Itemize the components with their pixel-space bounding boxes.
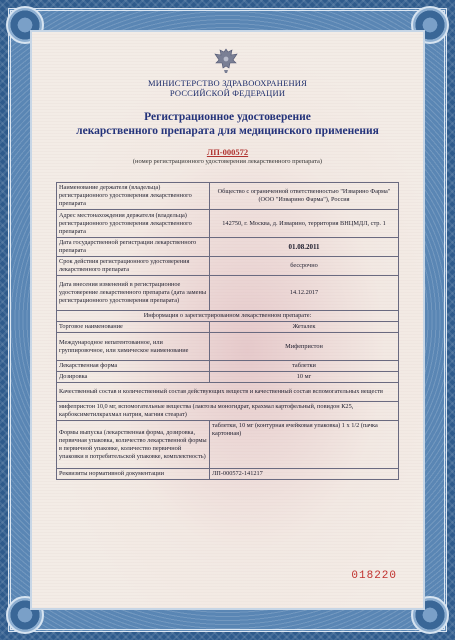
validity-label: Срок действия регистрационного удостоверения лекарственного препарата	[57, 257, 210, 276]
serial-number: 018220	[351, 570, 397, 582]
registration-number: ЛП-000572	[206, 147, 249, 157]
table-row	[57, 402, 399, 421]
address-label: Адрес местонахождения держателя (владельца) регистрационного удостоверения лекарственного препарата	[57, 210, 210, 238]
table-row	[57, 183, 399, 210]
table-row	[57, 238, 399, 257]
holder-value: Общество с ограниченной ответственностью "Изварино Фарма" (ООО "Изварино Фарма"), Россия	[210, 183, 399, 210]
table-row	[57, 361, 399, 372]
product-info-header: Информация о зарегистрированном лекарственном препарате:	[57, 311, 399, 322]
changes-date-label: Дата внесения изменений в регистрационное удостоверение лекарственного препарата (дата замены регистрационного удостоверения препарата)	[57, 276, 210, 311]
table-row	[57, 257, 399, 276]
table-row	[57, 210, 399, 238]
packaging-label: Формы выпуска (лекарственная форма, дозировка, первичная упаковка, количество лекарственной формы в первичной упаковке, количество первичной упаковки в потребительской упаковке, комплектность)	[57, 421, 210, 469]
normative-doc-label: Реквизиты нормативной документации	[57, 469, 210, 480]
registration-date-value: 01.08.2011	[210, 238, 399, 257]
certificate-table	[56, 182, 399, 480]
table-row	[57, 421, 399, 469]
address-value: 142750, г. Москва, д. Изварино, территория ВНЦМДЛ, стр. 1	[210, 210, 399, 238]
inn-label: Международное непатентованное, или группировочное, или химическое наименование	[57, 333, 210, 361]
table-row	[57, 469, 399, 480]
dosage-form-label: Лекарственная форма	[57, 361, 210, 372]
table-row	[57, 372, 399, 383]
trade-name-label: Торговое наименование	[57, 322, 210, 333]
changes-date-value: 14.12.2017	[210, 276, 399, 311]
table-row	[57, 322, 399, 333]
registration-number-caption: (номер регистрационного удостоверения лекарственного препарата)	[132, 158, 323, 165]
registration-date-label: Дата государственной регистрации лекарственного препарата	[57, 238, 210, 257]
dosage-form-value: таблетки	[210, 361, 399, 372]
table-row	[57, 311, 399, 322]
table-row	[57, 383, 399, 402]
composition-header: Качественный состав и количественный состав действующих веществ и качественный состав вспомогательных веществ	[57, 383, 399, 402]
composition-value: мифепристон 10,0 мг, вспомогательные вещества (лактозы моногидрат, крахмал картофельный, повидон К25, карбоксиметилкрахмал натрия, магния стеарат)	[57, 402, 399, 421]
ministry-line-1: МИНИСТЕРСТВО ЗДРАВООХРАНЕНИЯ	[147, 78, 308, 88]
validity-value: бессрочно	[210, 257, 399, 276]
table-row	[57, 333, 399, 361]
coat-of-arms-icon	[211, 46, 241, 74]
packaging-value: таблетки, 10 мг (контурная ячейковая упаковка) 1 х 1/2 (пачка картонная)	[210, 421, 399, 469]
normative-doc-value: ЛП-000572-141217	[210, 469, 399, 480]
dose-label: Дозировка	[57, 372, 210, 383]
ministry-line-2: РОССИЙСКОЙ ФЕДЕРАЦИИ	[169, 88, 286, 98]
trade-name-value: Жеталек	[210, 322, 399, 333]
certificate-title-line-1: Регистрационное удостоверение	[144, 111, 311, 123]
certificate-title-line-2: лекарственного препарата для медицинского применения	[76, 125, 379, 137]
holder-label: Наименование держателя (владельца) регистрационного удостоверения лекарственного препарата	[57, 183, 210, 210]
inn-value: Мифепристон	[210, 333, 399, 361]
table-row	[57, 276, 399, 311]
dose-value: 10 мг	[210, 372, 399, 383]
